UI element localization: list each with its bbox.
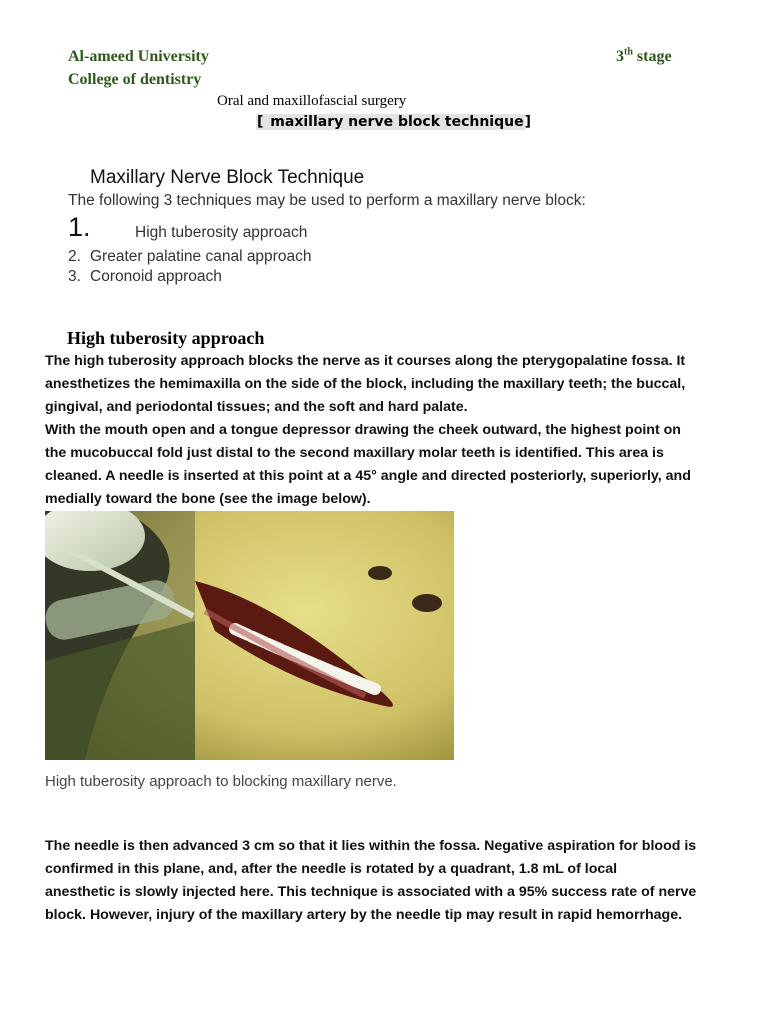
paragraph-2	[45, 835, 696, 927]
subsection-heading: High tuberosity approach	[67, 328, 265, 348]
paragraph-1	[45, 350, 691, 511]
list-label: High tuberosity approach	[135, 224, 308, 241]
list-number: 2.	[68, 248, 81, 265]
photo-caption: High tuberosity approach to blocking maxillary nerve.	[45, 773, 397, 790]
stage-word: stage	[632, 48, 672, 65]
paragraph-line: gingival, and periodontal tissues; and the soft and hard palate.	[45, 399, 468, 415]
clinical-photo	[45, 511, 454, 760]
paragraph-line: cleaned. A needle is inserted at this point at a 45° angle and directed posteriorly, superiorly, and	[45, 468, 691, 484]
stage-label	[616, 48, 672, 66]
paragraph-line: With the mouth open and a tongue depressor drawing the cheek outward, the highest point on	[45, 422, 681, 438]
paragraph-line: anesthetizes the hemimaxilla on the side of the block, including the maxillary teeth; the buccal,	[45, 376, 686, 392]
college-name: College of dentistry	[68, 71, 202, 88]
topic-text: maxillary nerve block technique	[265, 114, 524, 130]
list-number: 1.	[68, 212, 91, 242]
paragraph-line: medially toward the bone (see the image below).	[45, 491, 371, 507]
university-name: Al-ameed University	[68, 48, 209, 65]
paragraph-line: the mucobuccal fold just distal to the second maxillary molar teeth is identified. This area is	[45, 445, 664, 461]
stage-number: 3	[616, 48, 624, 65]
paragraph-line: confirmed in this plane, and, after the needle is rotated by a quadrant, 1.8 mL of local	[45, 861, 618, 877]
topic-title	[256, 114, 531, 130]
topic-open-bracket: [	[257, 114, 264, 130]
stage-suffix: th	[624, 46, 633, 58]
list-number: 3.	[68, 268, 81, 285]
section-heading: Maxillary Nerve Block Technique	[90, 167, 365, 188]
subject-title: Oral and maxillofascial surgery	[217, 93, 407, 109]
topic-close-bracket: ]	[524, 114, 531, 130]
paragraph-line: block. However, injury of the maxillary artery by the needle tip may result in rapid hemorrhage.	[45, 907, 683, 923]
paragraph-line: The needle is then advanced 3 cm so that it lies within the fossa. Negative aspiration for blood is	[45, 838, 697, 854]
section-intro: The following 3 techniques may be used to perform a maxillary nerve block:	[68, 192, 586, 209]
clinical-photo-illustration	[45, 511, 454, 760]
list-label: Coronoid approach	[90, 268, 222, 285]
list-label: Greater palatine canal approach	[90, 248, 312, 265]
paragraph-line: The high tuberosity approach blocks the nerve as it courses along the pterygopalatine fossa. It	[45, 353, 686, 369]
paragraph-line: anesthetic is slowly injected here. This technique is associated with a 95% success rate of nerve	[45, 884, 697, 900]
